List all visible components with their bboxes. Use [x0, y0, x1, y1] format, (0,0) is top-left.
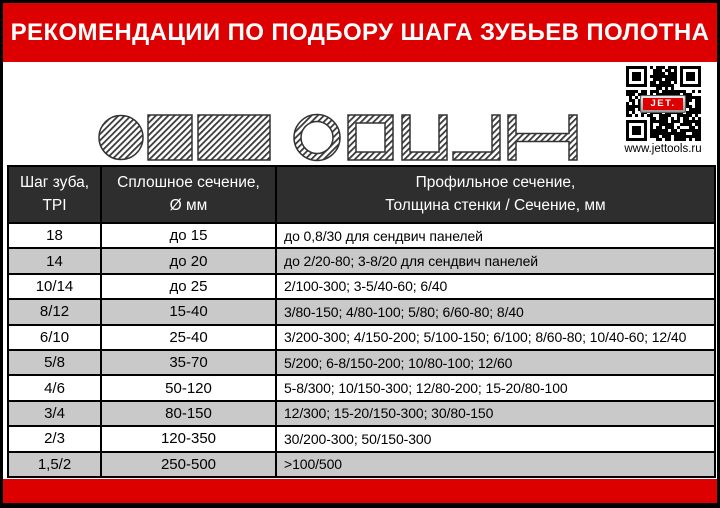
tpi-cell: 1,5/2: [8, 452, 101, 477]
table-header: [8, 166, 715, 223]
solid-section-cell: 15-40: [101, 299, 276, 324]
table-row: [8, 375, 715, 400]
profile-section-cell: 3/200-300; 4/150-200; 5/100-150; 6/100; 8/60-80; 10/40-60; 12/40: [276, 325, 715, 350]
profile-section-cell: >100/500: [276, 452, 715, 477]
table-row: [8, 401, 715, 426]
table-body: [8, 223, 715, 477]
tpi-cell: 8/12: [8, 299, 101, 324]
solid-section-cell: до 25: [101, 274, 276, 299]
solid-section-cell: до 15: [101, 223, 276, 248]
tpi-table: [7, 165, 716, 478]
table-row: [8, 299, 715, 324]
tpi-cell: 2/3: [8, 426, 101, 451]
solid-section-cell: 35-70: [101, 350, 276, 375]
solid-section-cell: 120-350: [101, 426, 276, 451]
tpi-cell: 14: [8, 248, 101, 273]
jet-logo: [640, 95, 686, 113]
solid-section-cell: 80-150: [101, 401, 276, 426]
section-shape-icons: [95, 113, 585, 165]
qr-block: [619, 66, 707, 155]
col-header-profile: [276, 166, 715, 223]
profile-section-cell: 5-8/300; 10/150-300; 12/80-200; 15-20/80-100: [276, 375, 715, 400]
solid-section-cell: 25-40: [101, 325, 276, 350]
tpi-cell: 5/8: [8, 350, 101, 375]
col-header-solid: [101, 166, 276, 223]
table-row: [8, 452, 715, 477]
table-row: [8, 426, 715, 451]
u-channel-icon: [402, 115, 447, 160]
solid-section-cell: 250-500: [101, 452, 276, 477]
profile-section-cell: до 2/20-80; 3-8/20 для сендвич панелей: [276, 248, 715, 273]
solid-section-cell: до 20: [101, 248, 276, 273]
solid-rectangle-icon: [198, 115, 270, 160]
table-row: [8, 274, 715, 299]
col-header-profile-line2: Толщина стенки / Сечение, мм: [385, 196, 606, 214]
profile-section-cell: 5/200; 6-8/150-200; 10/80-100; 12/60: [276, 350, 715, 375]
col-header-tpi: [8, 166, 101, 223]
profile-section-cell: 12/300; 15-20/150-300; 30/80-150: [276, 401, 715, 426]
col-header-tpi-line2: TPI: [42, 196, 67, 214]
title-banner: [3, 3, 717, 62]
jet-logo-text: JET.: [643, 98, 683, 110]
tpi-cell: 10/14: [8, 274, 101, 299]
angle-icon: [453, 115, 500, 160]
h-beam-icon: [508, 115, 577, 160]
header-row: [8, 166, 715, 223]
col-header-profile-line1: Профильное сечение,: [415, 174, 576, 192]
tpi-cell: 4/6: [8, 375, 101, 400]
qr-code: [626, 66, 701, 141]
tpi-cell: 3/4: [8, 401, 101, 426]
profile-section-cell: 2/100-300; 3-5/40-60; 6/40: [276, 274, 715, 299]
table-row: [8, 325, 715, 350]
profile-section-cell: 30/200-300; 50/150-300: [276, 426, 715, 451]
solid-section-cell: 50-120: [101, 375, 276, 400]
table-row: [8, 350, 715, 375]
table-row: [8, 248, 715, 273]
solid-square-icon: [148, 115, 192, 160]
col-header-tpi-line1: Шаг зуба,: [19, 174, 90, 192]
square-tube-icon: [348, 115, 393, 160]
page-title: РЕКОМЕНДАЦИИ ПО ПОДБОРУ ШАГА ЗУБЬЕВ ПОЛОТНА: [10, 18, 710, 46]
page: [3, 3, 717, 503]
tpi-cell: 18: [8, 223, 101, 248]
profile-section-cell: 3/80-150; 4/80-100; 5/80; 6/60-80; 8/40: [276, 299, 715, 324]
col-header-solid-line2: Ø мм: [169, 196, 208, 214]
round-tube-icon: [294, 115, 340, 161]
profile-section-cell: до 0,8/30 для сендвич панелей: [276, 223, 715, 248]
tpi-cell: 6/10: [8, 325, 101, 350]
footer-bar: [3, 479, 717, 503]
table-row: [8, 223, 715, 248]
col-header-solid-line1: Сплошное сечение,: [117, 174, 260, 192]
website-url[interactable]: www.jettools.ru: [624, 143, 702, 155]
solid-circle-icon: [99, 116, 143, 160]
